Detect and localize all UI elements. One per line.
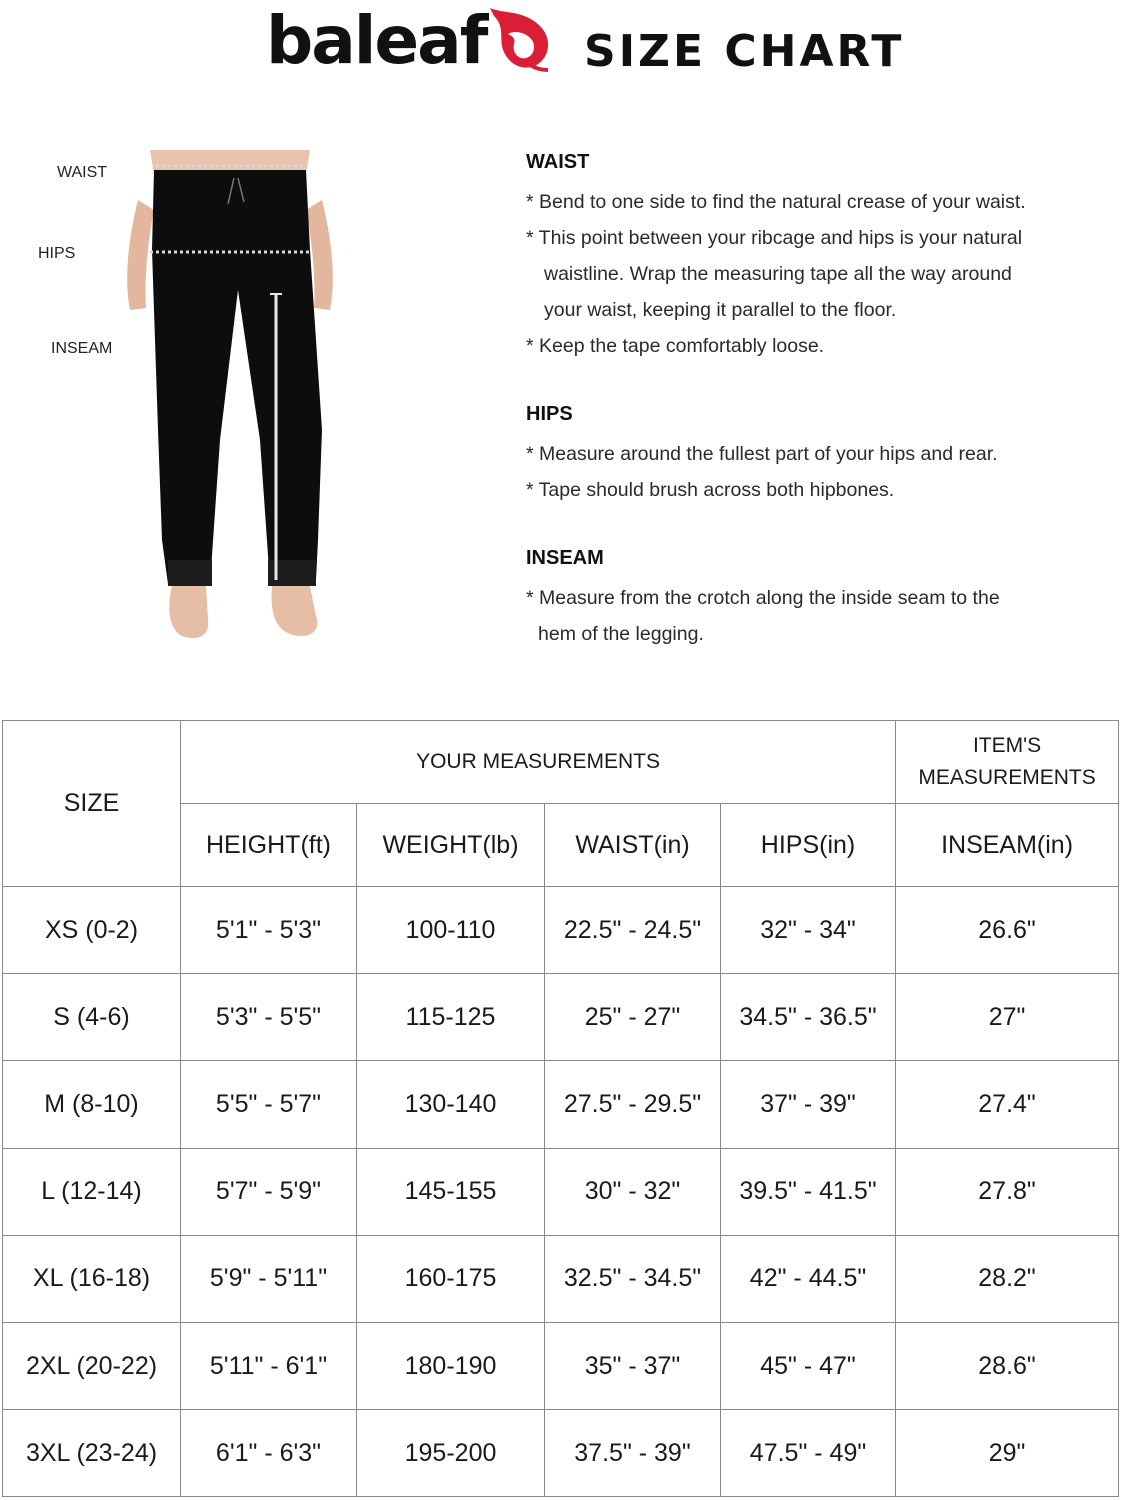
waist-cell: 37.5" - 39" [545,1410,721,1497]
inseam-cell: 27.4" [896,1061,1119,1148]
waist-line: * Keep the tape comfortably loose. [526,335,825,357]
size-cell: XL (16-18) [3,1235,181,1322]
size-chart-table [2,720,1119,1497]
waist-cell: 27.5" - 29.5" [545,1061,721,1148]
inseam-line: hem of the legging. [538,623,704,645]
inseam-cell: 26.6" [896,887,1119,974]
waist-label: WAIST [57,164,108,181]
hips-label: HIPS [38,245,76,262]
hips-cell: 32" - 34" [721,887,896,974]
column-header: WAIST(in) [545,804,721,887]
brand-logo-text: baleaf [266,2,487,79]
waist-line: your waist, keeping it parallel to the floor. [544,299,897,321]
size-cell: L (12-14) [3,1148,181,1235]
hips-cell: 45" - 47" [721,1322,896,1409]
inseam-cell: 29" [896,1410,1119,1497]
page-title: SIZE CHART [584,26,905,77]
table-row [3,1235,1119,1322]
height-cell: 5'5" - 5'7" [181,1061,357,1148]
height-cell: 5'7" - 5'9" [181,1148,357,1235]
hips-cell: 47.5" - 49" [721,1410,896,1497]
size-column-header: SIZE [3,721,181,887]
column-header: INSEAM(in) [896,804,1119,887]
table-row [3,1061,1119,1148]
size-cell: 3XL (23-24) [3,1410,181,1497]
hips-cell: 42" - 44.5" [721,1235,896,1322]
hips-cell: 37" - 39" [721,1061,896,1148]
waist-cell: 22.5" - 24.5" [545,887,721,974]
weight-cell: 180-190 [357,1322,545,1409]
inseam-cell: 27" [896,974,1119,1061]
hips-line: * Measure around the fullest part of your hips and rear. [526,443,998,465]
size-cell: XS (0-2) [3,887,181,974]
height-cell: 5'3" - 5'5" [181,974,357,1061]
weight-cell: 100-110 [357,887,545,974]
items-measurements-line: ITEM'S [972,734,1042,757]
waist-cell: 30" - 32" [545,1148,721,1235]
leaf-logo-icon [484,4,556,72]
your-measurements-header: YOUR MEASUREMENTS [181,721,896,804]
height-cell: 5'9" - 5'11" [181,1235,357,1322]
weight-cell: 160-175 [357,1235,545,1322]
table-row [3,1410,1119,1497]
inseam-cell: 28.6" [896,1322,1119,1409]
model-pants-illustration [110,140,370,660]
waist-cell: 25" - 27" [545,974,721,1061]
height-cell: 5'1" - 5'3" [181,887,357,974]
items-measurements-line: MEASUREMENTS [918,766,1096,789]
column-header: WEIGHT(lb) [357,804,545,887]
table-row [3,887,1119,974]
header [0,0,1121,100]
waist-line: * This point between your ribcage and hips is your natural [526,227,1023,249]
hips-cell: 34.5" - 36.5" [721,974,896,1061]
waist-section [526,150,1106,364]
weight-cell: 115-125 [357,974,545,1061]
weight-cell: 145-155 [357,1148,545,1235]
waist-heading: WAIST [526,151,590,173]
height-cell: 5'11" - 6'1" [181,1322,357,1409]
pants-figure [0,140,440,660]
inseam-section [526,546,1106,652]
size-cell: M (8-10) [3,1061,181,1148]
hips-cell: 39.5" - 41.5" [721,1148,896,1235]
hips-heading: HIPS [526,403,573,425]
inseam-line: * Measure from the crotch along the inside seam to the [526,587,1000,609]
waist-cell: 35" - 37" [545,1322,721,1409]
weight-cell: 195-200 [357,1410,545,1497]
waist-line: * Bend to one side to find the natural crease of your waist. [526,191,1026,213]
table-row [3,1148,1119,1235]
waist-line: waistline. Wrap the measuring tape all the way around [544,263,1012,285]
inseam-label: INSEAM [51,340,113,357]
waist-cell: 32.5" - 34.5" [545,1235,721,1322]
measuring-instructions [526,150,1106,678]
inseam-cell: 28.2" [896,1235,1119,1322]
inseam-cell: 27.8" [896,1148,1119,1235]
table-row [3,974,1119,1061]
size-cell: 2XL (20-22) [3,1322,181,1409]
column-header: HEIGHT(ft) [181,804,357,887]
table-row [3,1322,1119,1409]
weight-cell: 130-140 [357,1061,545,1148]
size-cell: S (4-6) [3,974,181,1061]
hips-line: * Tape should brush across both hipbones. [526,479,895,501]
inseam-heading: INSEAM [526,547,604,569]
items-measurements-header [896,721,1119,804]
hips-section [526,402,1106,508]
column-header: HIPS(in) [721,804,896,887]
height-cell: 6'1" - 6'3" [181,1410,357,1497]
